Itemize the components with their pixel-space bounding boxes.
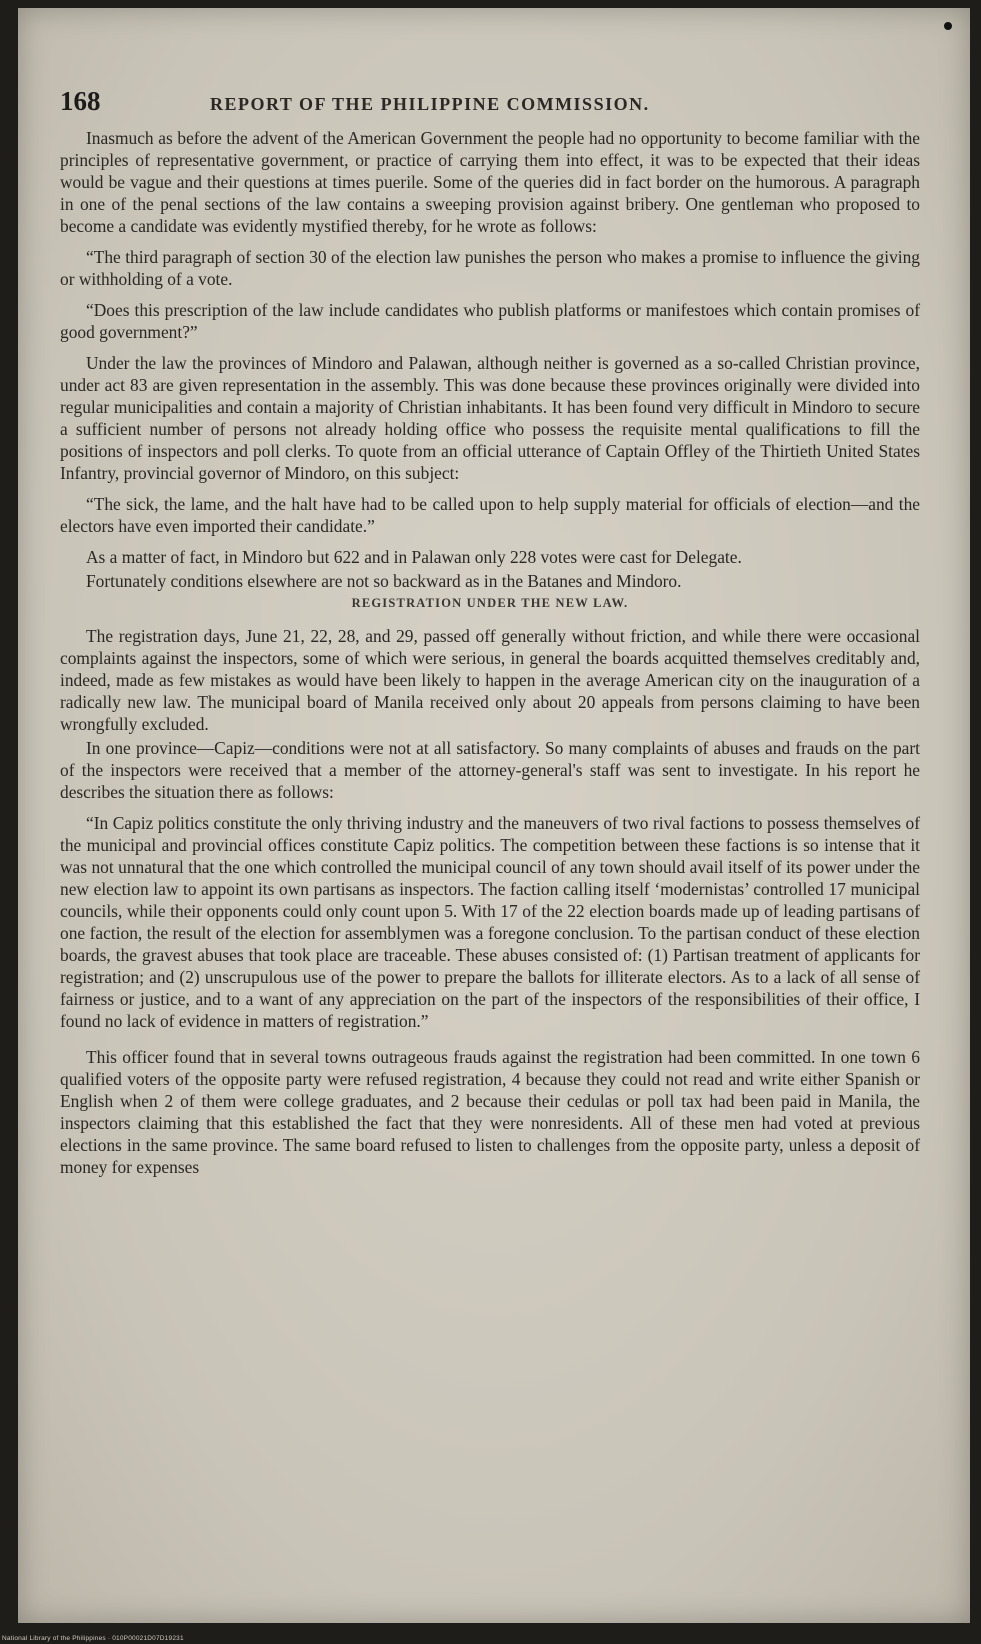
quote-1b: “Does this prescription of the law include candidates who publish platforms or manifestoes which contain promises of good government?” [60,300,920,342]
paragraph-1: Inasmuch as before the advent of the American Government the people had no opportunity to become familiar with the principles of representative government, or practice of carrying them into effect, it was to be expected that their ideas would be vague and their questions at times puerile. Some of the queries did in fact border on the humorous. A paragraph in one of the penal sections of the law contains a sweeping provision against bribery. One gentleman who proposed to become a candidate was evidently mystified thereby, for he wrote as follows: [60,128,920,236]
quote-1a: “The third paragraph of section 30 of the election law punishes the person who makes a promise to influence the giving or withholding of a vote. [60,247,920,289]
scan-credit: National Library of the Philippines · 010P00021D07D19231 [2,1635,184,1642]
quote-2: “The sick, the lame, and the halt have had to be called upon to help supply material for officials of election—and the electors have even imported their candidate.” [60,494,920,536]
running-head: REPORT OF THE PHILIPPINE COMMISSION. [210,94,650,114]
scanned-page [18,8,970,1623]
page-header [60,86,920,117]
ink-dot [944,22,952,30]
paragraph-5: The registration days, June 21, 22, 28, and 29, passed off generally without friction, and while there were occasional complaints against the inspectors, some of which were serious, in general the boards acquitted themselves creditably and, indeed, made as few mistakes as would have been likely to happen in the average American city on the inauguration of a radically new law. The municipal board of Manila received only about 20 appeals from persons claiming to have been wrongfully excluded. [60,626,920,734]
quote-3: “In Capiz politics constitute the only thriving industry and the maneuvers of two rival factions to possess themselves of the municipal and provincial offices constitute Capiz politics. The competition between these factions is so intense that it was not unnatural that the one which controlled the municipal council of any town should avail itself of its power under the new election law to appoint its own partisans as inspectors. The faction calling itself ‘modernistas’ controlled 17 municipal councils, while their opponents could only count upon 5. With 17 of the 22 election boards made up of leading partisans of one faction, the result of the election for assemblymen was a foregone conclusion. To the partisan conduct of these election boards, the gravest abuses that took place are traceable. These abuses consisted of: (1) Partisan treatment of applicants for registration; and (2) unscrupulous use of the power to prepare the ballots for illiterate electors. As to a lack of all sense of fairness or justice, and to a want of any appreciation on the part of the inspectors of the responsibilities of their office, I found no lack of evidence in matters of registration.” [60,813,920,1031]
paragraph-7: This officer found that in several towns outrageous frauds against the registration had been committed. In one town 6 qualified voters of the opposite party were refused registration, 4 because they could not read and write either Spanish or English when 2 of them were college graduates, and 2 because their cedulas or poll tax had been paid in Manila, the inspectors claiming that this established the fact that they were nonresidents. All of these men had voted at previous elections in the same province. The same board refused to listen to challenges from the opposite party, unless a deposit of money for expenses [60,1047,920,1177]
page-content [60,86,920,1187]
paragraph-3: As a matter of fact, in Mindoro but 622 and in Palawan only 228 votes were cast for Delegate. [86,547,742,567]
page-number: 168 [60,86,101,116]
paragraph-4: Fortunately conditions elsewhere are not so backward as in the Batanes and Mindoro. [86,571,682,591]
paragraph-2: Under the law the provinces of Mindoro and Palawan, although neither is governed as a so-called Christian province, under act 83 are given representation in the assembly. This was done because these provinces originally were divided into regular municipalities and contain a majority of Christian inhabitants. It has been found very difficult in Mindoro to secure a sufficient number of persons not already holding office who possess the requisite mental qualifications to fill the positions of inspectors and poll clerks. To quote from an official utterance of Captain Offley of the Thirtieth United States Infantry, provincial governor of Mindoro, on this subject: [60,353,920,483]
section-subheading: REGISTRATION UNDER THE NEW LAW. [351,596,629,610]
paragraph-6: In one province—Capiz—conditions were not at all satisfactory. So many complaints of abuses and frauds on the part of the inspectors were received that a member of the attorney-general's staff was sent to investigate. In his report he describes the situation there as follows: [60,738,920,802]
